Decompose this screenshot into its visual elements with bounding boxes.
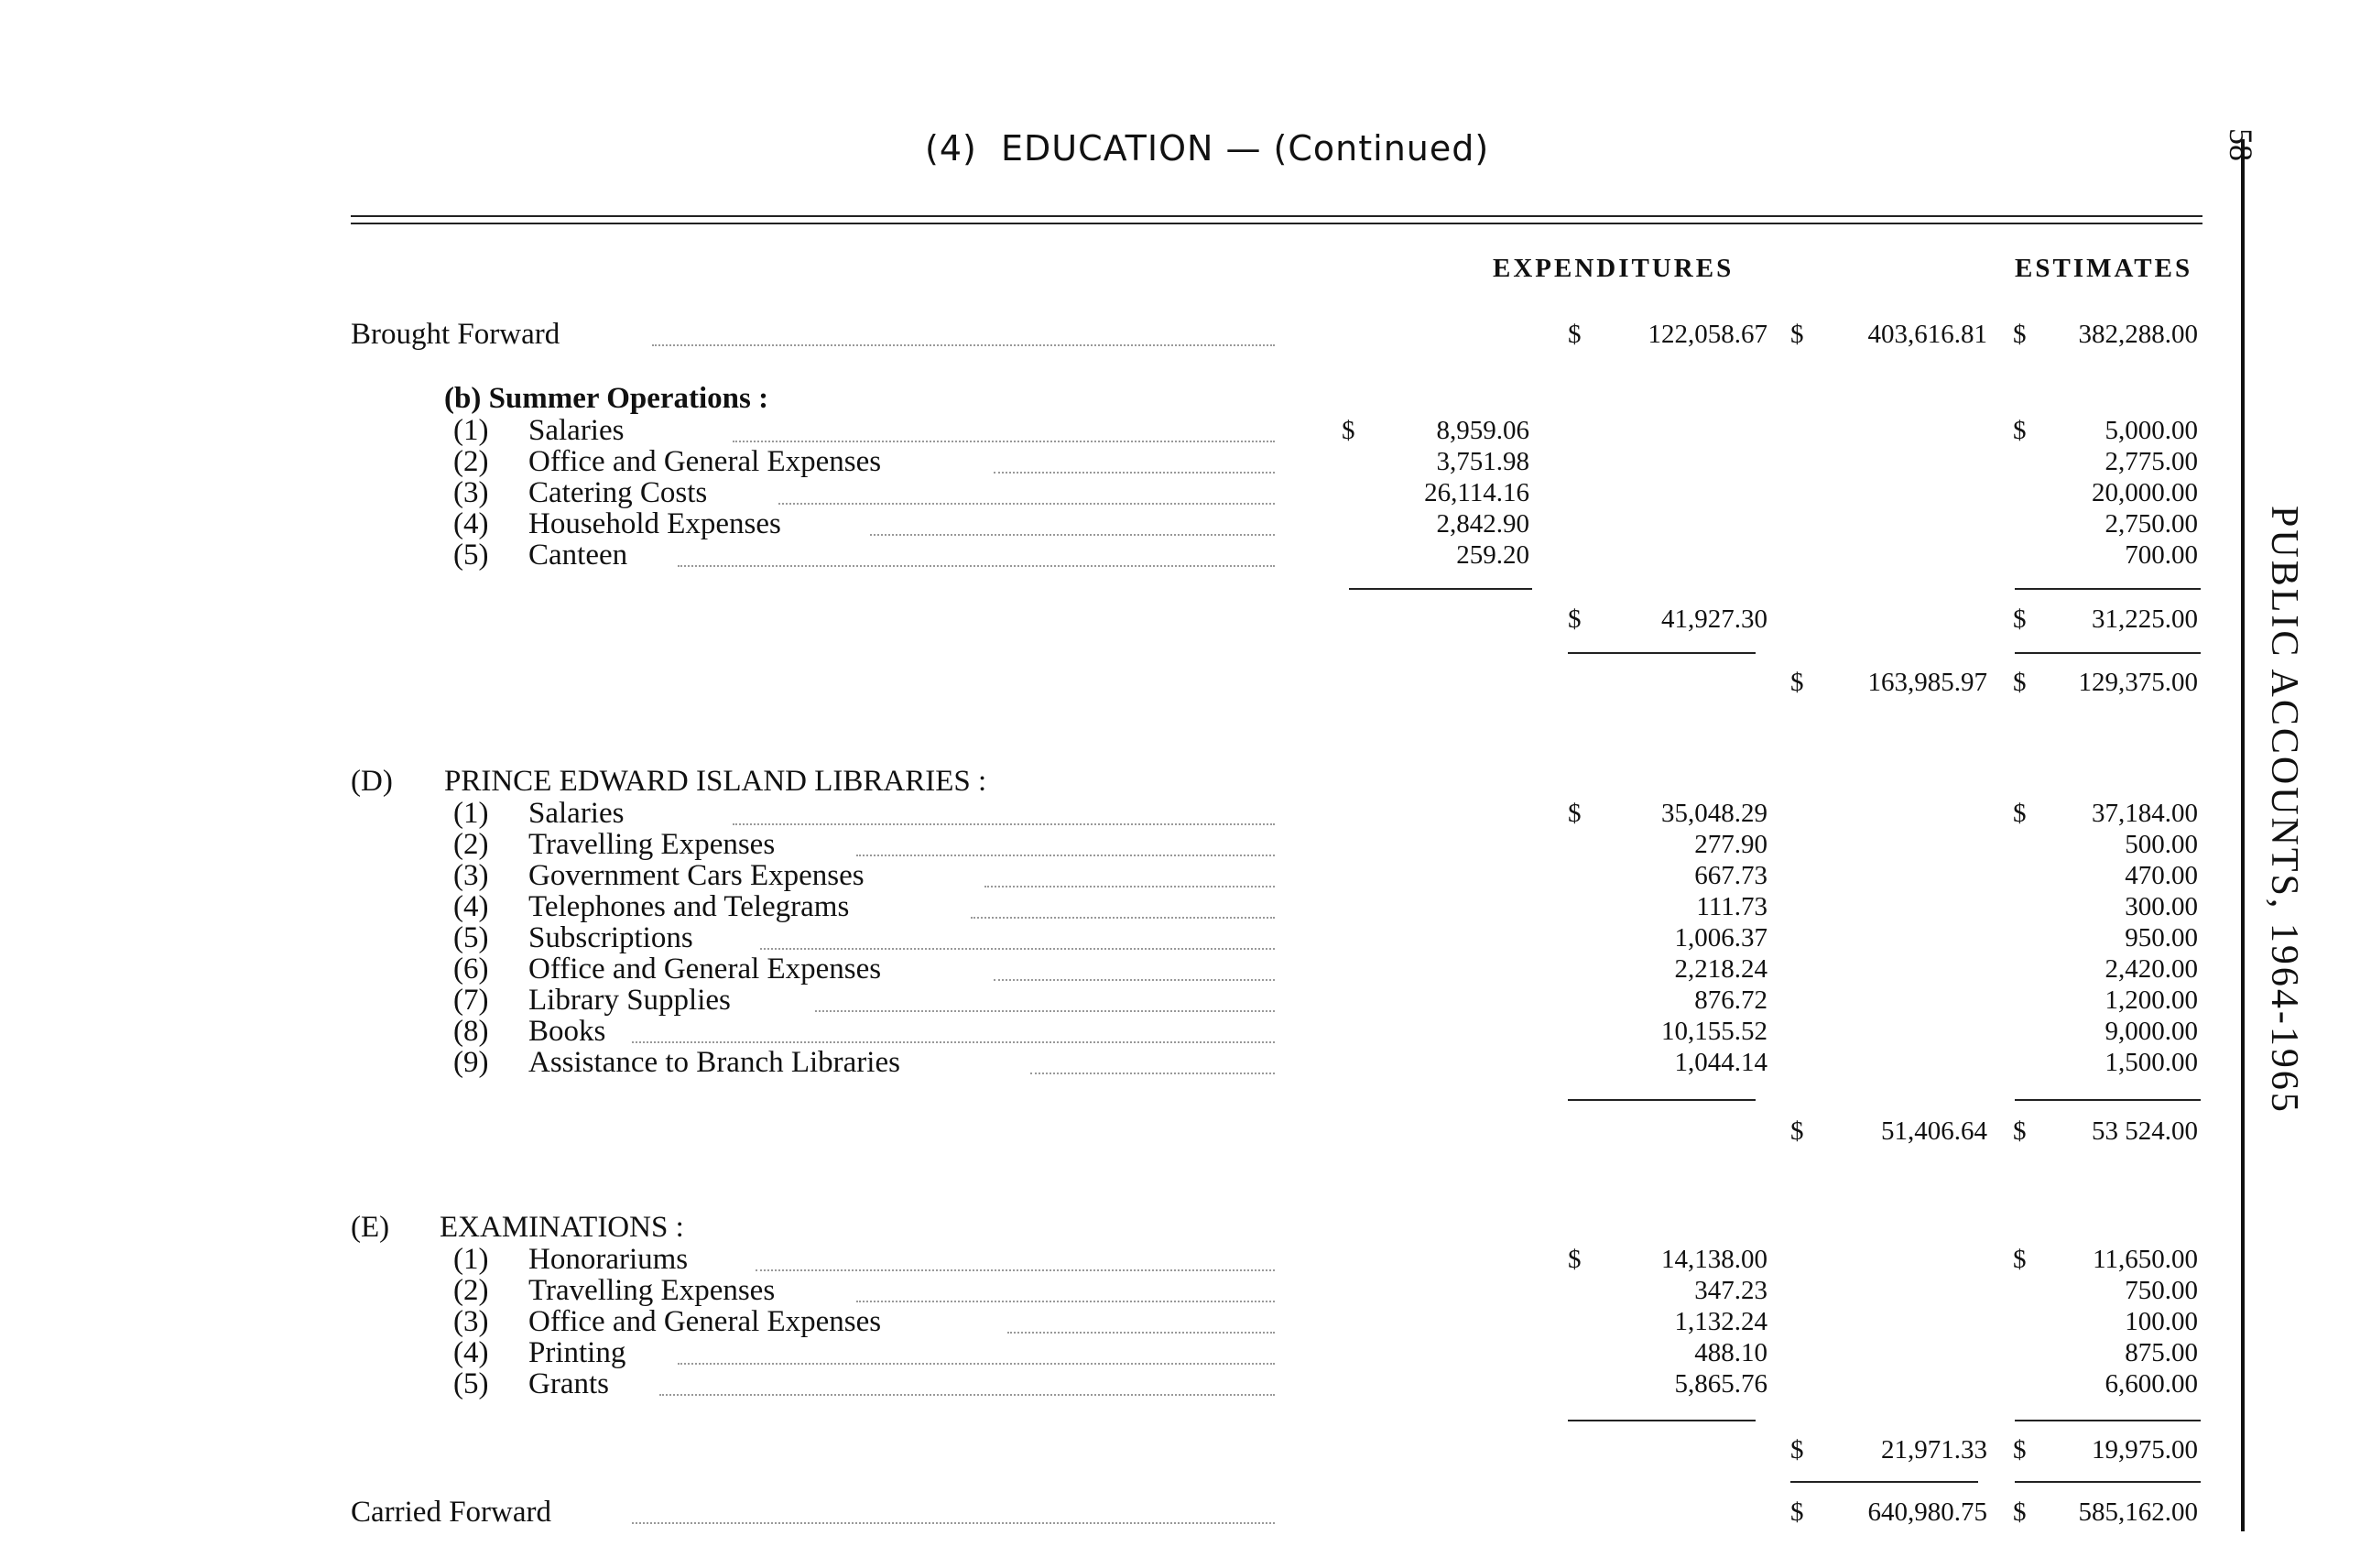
- amount: 259.20: [1456, 540, 1529, 570]
- currency-symbol: $: [2013, 320, 2027, 349]
- item-label: Printing: [528, 1336, 626, 1369]
- amount: 875.00: [2125, 1338, 2198, 1367]
- item-number: (3): [453, 859, 489, 892]
- item-number: (2): [453, 1274, 489, 1307]
- item-label: Travelling Expenses: [528, 1274, 776, 1307]
- amount: 1,500.00: [2105, 1048, 2198, 1077]
- item-label: Honorariums: [528, 1243, 689, 1276]
- total-underline: [1790, 1481, 1978, 1483]
- currency-symbol: $: [2013, 668, 2027, 697]
- leader-dots: [984, 886, 1275, 887]
- amount: 41,927.30: [1661, 604, 1767, 634]
- list-item: [0, 891, 2371, 922]
- amount: 3,751.98: [1436, 447, 1529, 476]
- amount: 750.00: [2125, 1276, 2198, 1305]
- amount: 2,420.00: [2105, 954, 2198, 984]
- amount: 950.00: [2125, 923, 2198, 953]
- leader-dots: [756, 1269, 1275, 1271]
- amount: 21,971.33: [1881, 1435, 1987, 1465]
- page-number: 58: [2223, 128, 2259, 161]
- summer-subtotal-row: [0, 604, 2371, 635]
- amount: 14,138.00: [1661, 1245, 1767, 1274]
- amount: 1,006.37: [1674, 923, 1767, 953]
- currency-symbol: $: [2013, 799, 2027, 828]
- list-item: [0, 1306, 2371, 1337]
- summer-total-row: [0, 667, 2371, 698]
- leader-dots: [632, 1522, 1275, 1524]
- amount: 667.73: [1694, 861, 1767, 890]
- total-underline: [2015, 1099, 2201, 1101]
- leader-dots: [733, 441, 1275, 442]
- leader-dots: [994, 472, 1275, 474]
- amount: 129,375.00: [2078, 668, 2198, 697]
- page-title: (4) EDUCATION — (Continued): [925, 128, 1490, 169]
- item-number: (2): [453, 828, 489, 861]
- item-number: (4): [453, 890, 489, 923]
- item-number: (4): [453, 1336, 489, 1369]
- item-label: Assistance to Branch Libraries: [528, 1046, 900, 1079]
- item-number: (6): [453, 953, 489, 985]
- amount: 10,155.52: [1661, 1017, 1767, 1046]
- item-number: (1): [453, 1243, 489, 1276]
- leader-dots: [870, 534, 1275, 536]
- amount: 5,865.76: [1674, 1369, 1767, 1399]
- leader-dots: [652, 344, 1275, 346]
- list-item: [0, 860, 2371, 891]
- amount: 488.10: [1694, 1338, 1767, 1367]
- amount: 403,616.81: [1867, 320, 1987, 349]
- item-number: (3): [453, 1305, 489, 1338]
- section-heading: EXAMINATIONS :: [440, 1211, 684, 1244]
- leader-dots: [815, 1010, 1275, 1012]
- currency-symbol: $: [2013, 416, 2027, 445]
- currency-symbol: $: [1790, 1435, 1804, 1465]
- currency-symbol: $: [1790, 1116, 1804, 1146]
- currency-symbol: $: [1568, 1245, 1582, 1274]
- item-number: (5): [453, 539, 489, 572]
- leader-dots: [994, 979, 1275, 981]
- list-item: [0, 1016, 2371, 1047]
- currency-symbol: $: [1790, 320, 1804, 349]
- item-label: Library Supplies: [528, 984, 731, 1017]
- item-label: Salaries: [528, 414, 625, 447]
- list-item: [0, 1244, 2371, 1275]
- leader-dots: [1007, 1332, 1275, 1334]
- amount: 585,162.00: [2078, 1497, 2198, 1527]
- amount: 19,975.00: [2092, 1435, 2198, 1465]
- list-item: [0, 922, 2371, 953]
- column-header-expenditures: EXPENDITURES: [1493, 254, 1735, 283]
- header-rule-top: [351, 215, 2202, 217]
- amount: 1,132.24: [1674, 1307, 1767, 1336]
- column-header-estimates: ESTIMATES: [2015, 254, 2193, 283]
- list-item: [0, 508, 2371, 539]
- currency-symbol: $: [1790, 1497, 1804, 1527]
- section-heading: (b) Summer Operations :: [444, 382, 769, 415]
- item-label: Grants: [528, 1367, 609, 1400]
- section-letter: (D): [351, 765, 393, 798]
- list-item: [0, 477, 2371, 508]
- carried-forward-label: Carried Forward: [351, 1496, 552, 1529]
- currency-symbol: $: [1568, 604, 1582, 634]
- leader-dots: [632, 1041, 1275, 1043]
- currency-symbol: $: [2013, 1116, 2027, 1146]
- currency-symbol: $: [2013, 1497, 2027, 1527]
- item-label: Household Expenses: [528, 507, 781, 540]
- subtotal-underline: [1349, 588, 1532, 590]
- libraries-total-row: [0, 1116, 2371, 1147]
- currency-symbol: $: [1342, 416, 1355, 445]
- item-label: Office and General Expenses: [528, 1305, 882, 1338]
- list-item: [0, 415, 2371, 446]
- amount: 53 524.00: [2092, 1116, 2198, 1146]
- currency-symbol: $: [2013, 604, 2027, 634]
- item-number: (3): [453, 476, 489, 509]
- amount: 51,406.64: [1881, 1116, 1987, 1146]
- leader-dots: [856, 1301, 1275, 1302]
- amount: 122,058.67: [1648, 320, 1767, 349]
- amount: 347.23: [1694, 1276, 1767, 1305]
- leader-dots: [971, 917, 1275, 919]
- amount: 8,959.06: [1436, 416, 1529, 445]
- amount: 640,980.75: [1867, 1497, 1987, 1527]
- leader-dots: [733, 823, 1275, 825]
- item-label: Office and General Expenses: [528, 445, 882, 478]
- amount: 382,288.00: [2078, 320, 2198, 349]
- item-number: (1): [453, 414, 489, 447]
- amount: 11,650.00: [2093, 1245, 2198, 1274]
- leader-dots: [659, 1394, 1275, 1396]
- item-label: Travelling Expenses: [528, 828, 776, 861]
- amount: 9,000.00: [2105, 1017, 2198, 1046]
- amount: 2,775.00: [2105, 447, 2198, 476]
- amount: 1,044.14: [1674, 1048, 1767, 1077]
- amount: 700.00: [2125, 540, 2198, 570]
- item-label: Catering Costs: [528, 476, 708, 509]
- amount: 470.00: [2125, 861, 2198, 890]
- section-heading: PRINCE EDWARD ISLAND LIBRARIES :: [444, 765, 987, 798]
- item-number: (5): [453, 1367, 489, 1400]
- summer-heading-row: [0, 383, 2371, 414]
- amount: 300.00: [2125, 892, 2198, 921]
- list-item: [0, 539, 2371, 571]
- list-item: [0, 1368, 2371, 1399]
- subtotal-underline: [2015, 588, 2201, 590]
- item-number: (9): [453, 1046, 489, 1079]
- amount: 163,985.97: [1867, 668, 1987, 697]
- examinations-heading-row: [0, 1212, 2371, 1243]
- list-item: [0, 798, 2371, 829]
- amount: 20,000.00: [2092, 478, 2198, 507]
- amount: 1,200.00: [2105, 985, 2198, 1015]
- amount: 6,600.00: [2105, 1369, 2198, 1399]
- item-number: (5): [453, 921, 489, 954]
- item-number: (7): [453, 984, 489, 1017]
- total-underline: [1568, 1099, 1756, 1101]
- libraries-heading-row: [0, 766, 2371, 797]
- item-label: Subscriptions: [528, 921, 693, 954]
- amount: 500.00: [2125, 830, 2198, 859]
- leader-dots: [856, 855, 1275, 856]
- header-rule-bottom: [351, 223, 2202, 224]
- item-label: Telephones and Telegrams: [528, 890, 850, 923]
- amount: 100.00: [2125, 1307, 2198, 1336]
- amount: 111.73: [1696, 892, 1767, 921]
- amount: 31,225.00: [2092, 604, 2198, 634]
- amount: 5,000.00: [2105, 416, 2198, 445]
- total-underline: [2015, 652, 2201, 654]
- total-underline: [1568, 652, 1756, 654]
- list-item: [0, 1275, 2371, 1306]
- currency-symbol: $: [2013, 1245, 2027, 1274]
- item-label: Canteen: [528, 539, 628, 572]
- amount: 2,842.90: [1436, 509, 1529, 539]
- brought-forward-row: [0, 319, 2371, 350]
- side-title: PUBLIC ACCOUNTS, 1964-1965: [2263, 506, 2305, 1115]
- list-item: [0, 1047, 2371, 1078]
- item-number: (1): [453, 797, 489, 830]
- total-underline: [2015, 1481, 2201, 1483]
- total-underline: [1568, 1420, 1756, 1421]
- item-label: Books: [528, 1015, 606, 1048]
- item-number: (8): [453, 1015, 489, 1048]
- list-item: [0, 446, 2371, 477]
- list-item: [0, 985, 2371, 1016]
- brought-forward-label: Brought Forward: [351, 318, 560, 351]
- leader-dots: [1030, 1073, 1275, 1074]
- list-item: [0, 953, 2371, 985]
- amount: 2,218.24: [1674, 954, 1767, 984]
- amount: 26,114.16: [1424, 478, 1529, 507]
- currency-symbol: $: [2013, 1435, 2027, 1465]
- item-label: Office and General Expenses: [528, 953, 882, 985]
- item-label: Salaries: [528, 797, 625, 830]
- currency-symbol: $: [1568, 799, 1582, 828]
- item-number: (4): [453, 507, 489, 540]
- amount: 2,750.00: [2105, 509, 2198, 539]
- section-letter: (E): [351, 1211, 390, 1244]
- examinations-total-row: [0, 1434, 2371, 1465]
- currency-symbol: $: [1568, 320, 1582, 349]
- leader-dots: [678, 1363, 1275, 1365]
- leader-dots: [760, 948, 1275, 950]
- currency-symbol: $: [1790, 668, 1804, 697]
- list-item: [0, 829, 2371, 860]
- leader-dots: [678, 565, 1275, 567]
- leader-dots: [778, 503, 1275, 505]
- amount: 876.72: [1694, 985, 1767, 1015]
- amount: 37,184.00: [2092, 799, 2198, 828]
- carried-forward-row: [0, 1497, 2371, 1528]
- amount: 277.90: [1694, 830, 1767, 859]
- amount: 35,048.29: [1661, 799, 1767, 828]
- total-underline: [2015, 1420, 2201, 1421]
- list-item: [0, 1337, 2371, 1368]
- item-number: (2): [453, 445, 489, 478]
- item-label: Government Cars Expenses: [528, 859, 865, 892]
